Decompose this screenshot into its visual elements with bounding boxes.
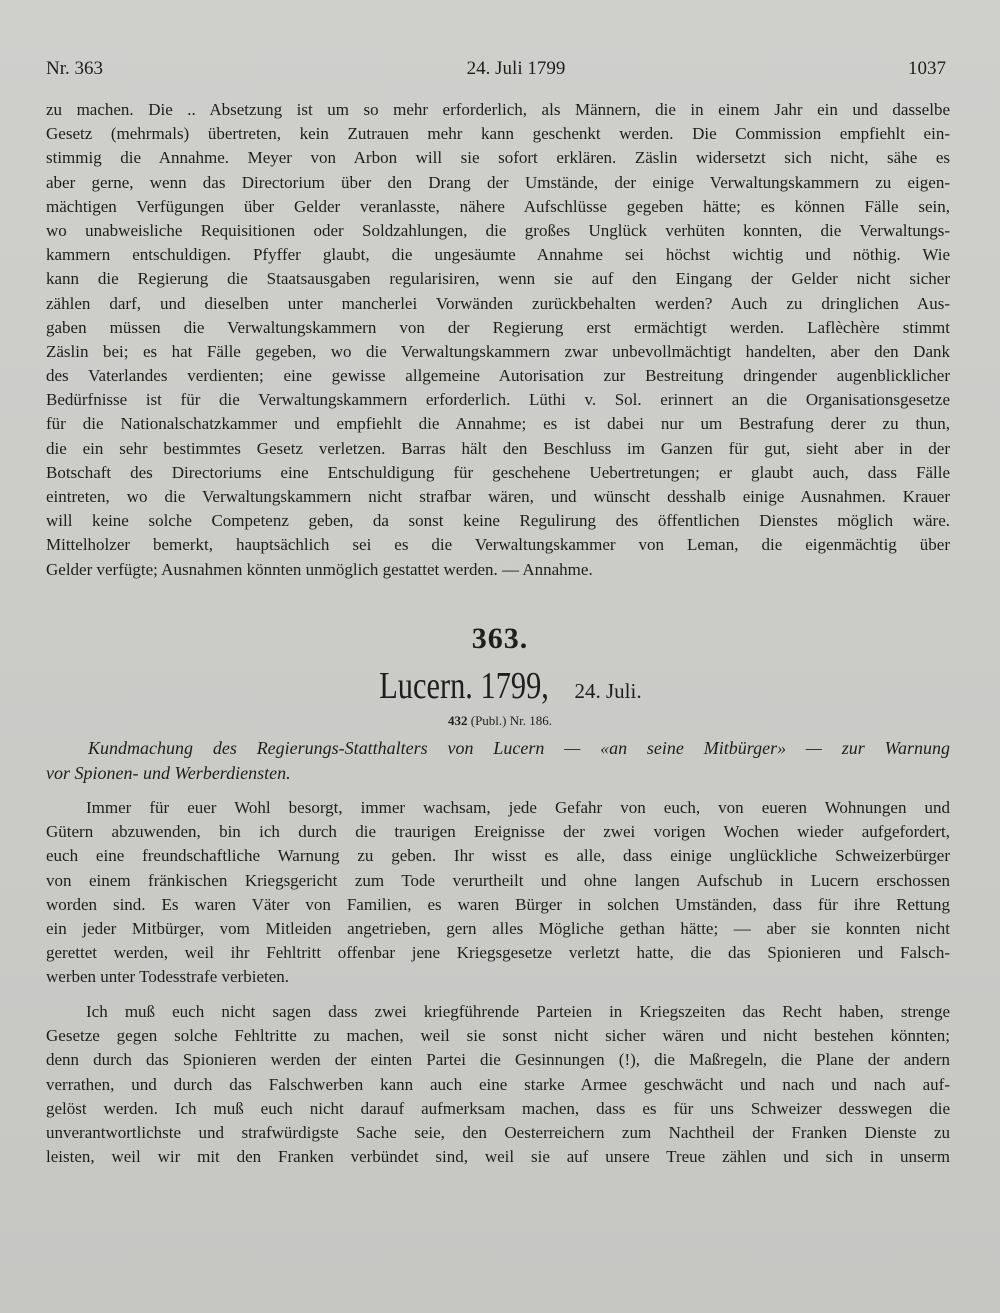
page-number: 1037	[908, 58, 946, 79]
source-reference	[0, 713, 1000, 729]
text-line: zählen darf, und dieselben unter mancherlei Vorwänden zurückbehalten werden? Auch zu dringlichen Aus-	[46, 293, 950, 313]
section-heading	[0, 664, 1000, 708]
text-line: Gelder verfügte; Ausnahmen könnten unmöglich gestattet werden. — Annahme.	[46, 559, 593, 579]
text-line: leisten, weil wir mit den Franken verbündet sind, weil sie auf unsere Treue zählen und sich in unserm	[46, 1147, 950, 1167]
text-line: worden sind. Es waren Väter von Familien, es waren Bürger in solchen Umständen, dass für ihre Rettung	[46, 894, 950, 914]
source-number: 432	[448, 713, 468, 728]
section-number: 363.	[471, 622, 529, 655]
title-line: Kundmachung des Regierungs-Statthalters von Lucern — «an seine Mitbürger» — zur Warnung	[88, 738, 950, 758]
running-head	[46, 58, 946, 88]
text-line: Bedürfnisse ist für die Verwaltungskammern erforderlich. Lüthi v. Sol. erinnert an die Organisationsgesetze	[46, 390, 950, 410]
text-line: zu machen. Die .. Absetzung ist um so mehr erforderlich, als Männern, die in einem Jahr ein und dasselbe	[46, 100, 950, 119]
text-line: wo unabweisliche Requisitionen oder Soldzahlungen, die großes Unglück verhüten konnten, die Verwaltungs-	[46, 220, 950, 240]
body-paragraph	[46, 796, 950, 990]
text-line: ein jeder Mitbürger, vom Mitleiden angetrieben, gern alles Mögliche gethan hätte; — aber sie konnten nicht	[46, 918, 950, 938]
text-line: Ich muß euch nicht sagen dass zwei kriegführende Parteien in Kriegszeiten das Recht haben, strenge	[86, 1002, 950, 1021]
text-line: gerettet werden, weil ihr Fehltritt offenbar jene Kriegsgesetze verletzt hatte, die das Spionieren und Falsch-	[46, 943, 950, 963]
text-line: Immer für euer Wohl besorgt, immer wachsam, jede Gefahr von euch, von eueren Wohnungen und	[86, 798, 950, 817]
text-line: Gütern abzuwenden, bin ich durch die traurigen Ereignisse der zwei vorigen Wochen wieder aufgefordert,	[46, 822, 950, 842]
text-line: für die Nationalschatzkammer und empfiehlt die Annahme; es ist dabei nur um Bestrafung derer zu thun,	[46, 414, 950, 434]
text-line: aber gerne, wenn das Directorium über den Drang der Umstände, der einige Verwaltungskammern zu eigen-	[46, 172, 950, 192]
text-line: die ein sehr bestimmtes Gesetz verletzen. Barras hält den Beschluss im Ganzen für gut, sieht aber in der	[46, 438, 950, 458]
text-line: unverantwortlichste und strafwürdigste Sache seie, den Oesterreichern zum Nachtheil der Franken Dienste zu	[46, 1122, 950, 1142]
text-line: euch eine freundschaftliche Warnung zu geben. Ihr wisst es alle, dass einige unglückliche Schweizerbürger	[46, 846, 950, 866]
text-line: werben unter Todesstrafe verbieten.	[46, 967, 290, 987]
text-line: Gesetz (mehrmals) übertreten, kein Zutrauen mehr kann geschenkt werden. Die Commission empfiehlt ein-	[46, 124, 950, 144]
continuation-paragraph	[46, 98, 950, 582]
place-and-year: Lucern. 1799,	[379, 665, 550, 707]
text-line: von einem fränkischen Kriegsgericht zum Tode verurtheilt und ohne langen Aufschub in Lucern erschossen	[46, 870, 950, 890]
text-line: Mittelholzer bemerkt, hauptsächlich sei es die Verwaltungskammer von Leman, die eigenmächtig über	[46, 535, 950, 555]
text-line: des Vaterlandes verdienten; eine gewisse allgemeine Autorisation zur Bestreitung dringender augenblicklicher	[46, 366, 950, 386]
text-line: eintreten, wo die Verwaltungskammern nicht strafbar wären, und wünscht desshalb einige Ausnahmen. Krauer	[46, 487, 950, 506]
text-line: stimmig die Annahme. Meyer von Arbon will sie sofort erklären. Zäslin widersetzt sich nicht, sähe es	[46, 148, 950, 168]
text-line: will keine solche Competenz geben, da sonst keine Regulirung des öffentlichen Dienstes möglich wäre.	[46, 511, 950, 531]
text-line: gaben müssen die Verwaltungskammern von der Regierung erst ermächtigt werden. Laflèchère stimmt	[46, 317, 950, 337]
text-line: mächtigen Verfügungen über Gelder veranlasste, nähere Aufschlüsse gegeben hätte; es können Fälle sein,	[46, 196, 950, 216]
text-line: gelöst werden. Ich muß euch nicht darauf aufmerksam machen, dass es für uns Schweizer desswegen die	[46, 1098, 950, 1118]
text-line: kammern entschuldigen. Pfyffer glaubt, die ungesäumte Annahme sei höchst wichtig und nöthig. Wie	[46, 245, 950, 265]
body-paragraph	[46, 1000, 950, 1169]
text-line: denn durch das Spionieren werden der einten Partei die Gesinnungen (!), die Maßregeln, die Plane der andern	[46, 1050, 950, 1070]
text-line: Botschaft des Directoriums eine Entschuldigung für geschehene Uebertretungen; er glaubt auch, dass Fälle	[46, 462, 950, 482]
document-number: Nr. 363	[46, 58, 103, 79]
document-title	[46, 736, 950, 786]
text-line: Gesetze gegen solche Fehltritte zu machen, weil sie sonst nicht sicher wären und nicht bestehen könnten;	[46, 1026, 950, 1046]
title-line: vor Spionen- und Werberdiensten.	[46, 763, 291, 783]
text-line: Zäslin bei; es hat Fälle gegeben, wo die Verwaltungskammern zwar unbevollmächtigt handelten, aber den Dank	[46, 341, 950, 361]
header-date: 24. Juli 1799	[466, 58, 566, 79]
text-line: kann die Regierung die Staatsausgaben regularisiren, wenn sie auf den Eingang der Gelder nicht sicher	[46, 269, 950, 289]
section-date: 24. Juli.	[574, 679, 642, 703]
source-detail: (Publ.) Nr. 186.	[470, 713, 552, 728]
text-line: verrathen, und durch das Falschwerben kann auch eine starke Armee geschwächt und nach und nach auf-	[46, 1074, 950, 1094]
